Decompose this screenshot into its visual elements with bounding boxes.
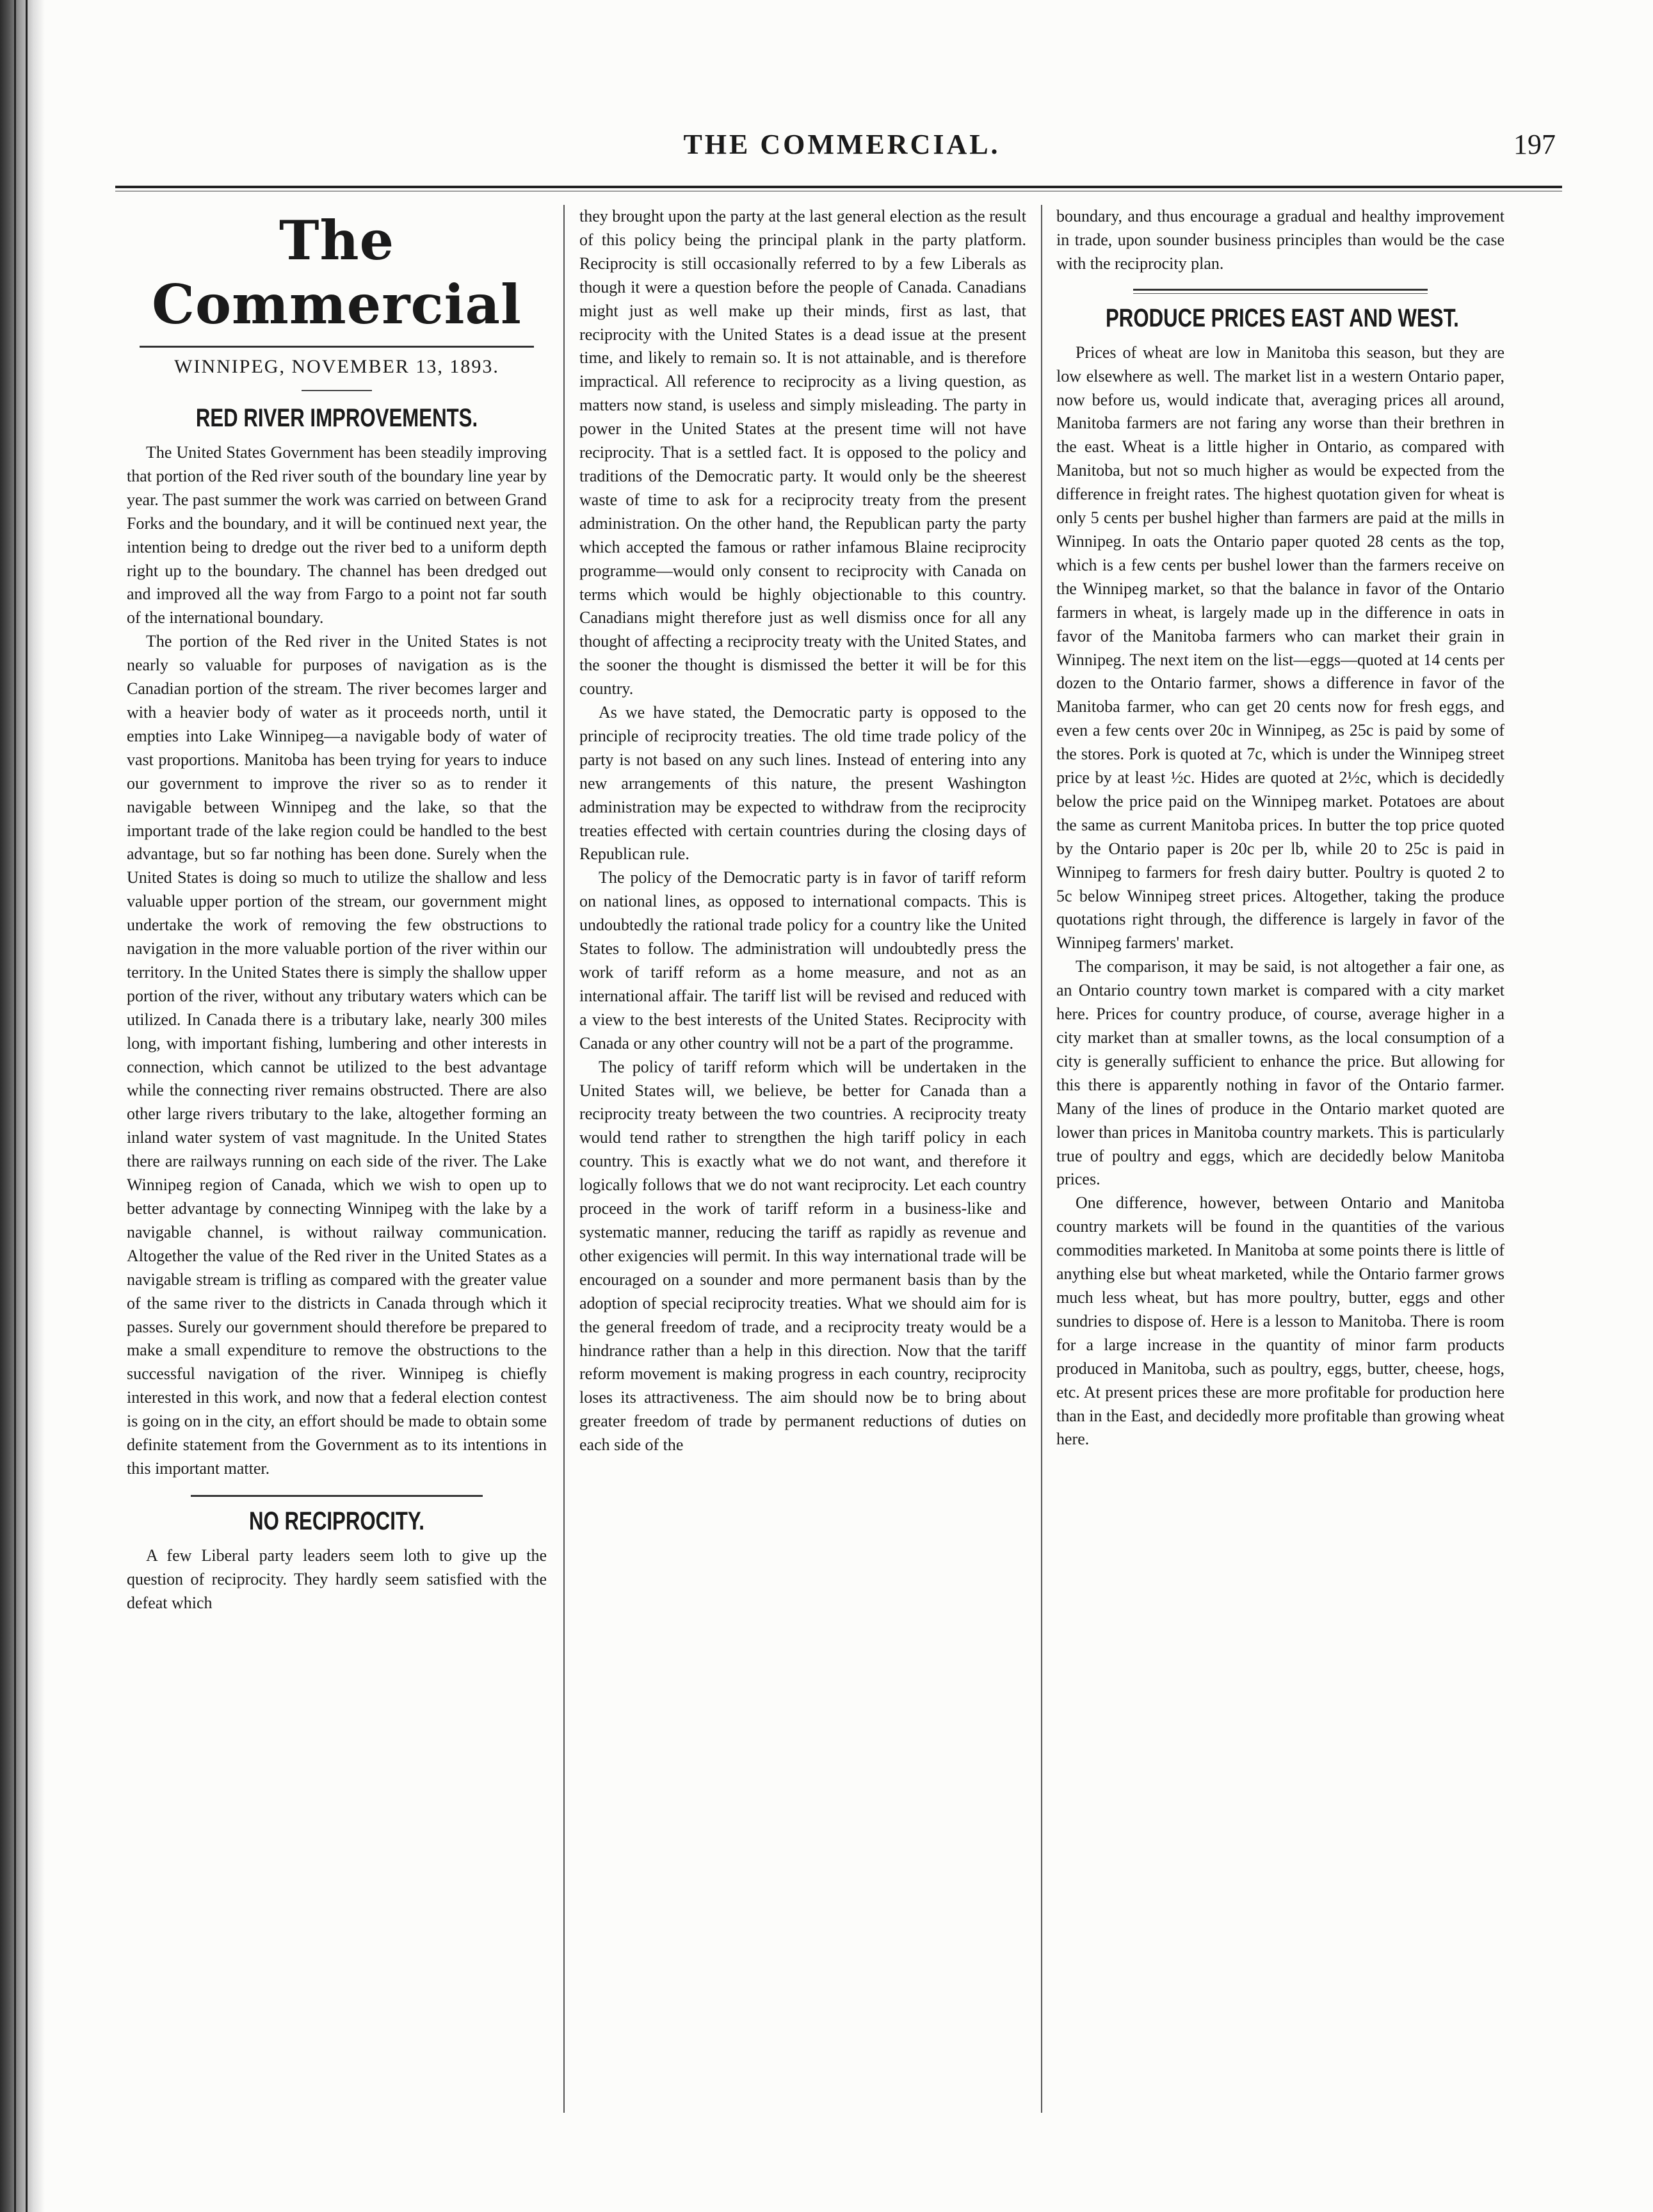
paragraph: The portion of the Red river in the United States is not nearly so valuable for purposes of navigation as is the Canadian portion of the stream. The river becomes larger and with a heavier body of water as it proceeds north, until it empties into Lake Winnipeg—a navigable body of water of vast proportions. Manitoba has been trying for years to induce our government to improve the river so as to render it navigable between Winnipeg and the lake, so that the important trade of the lake region could be handled to the best advantage, but so far nothing has been done. Surely when the United States is doing so much to utilize the shallow and less valuable upper portion of the stream, our government might undertake the work of removing the few obstructions to navigation in the more valuable portion of the river within our territory. In the United States there is simply the shallow upper portion of the river, without any tributary waters which can be utilized. In Canada there is a tributary lake, nearly 300 miles long, with important fishing, lumbering and other interests in connection, which cannot be utilized to the best advantage while the connecting river remains obstructed. There are also other large rivers tributary to the lake, altogether forming an inland water system of vast magnitude. In the United States there are railways running on each side of the river. The Lake Winnipeg region of Canada, which we wish to open up to better advantage by connecting Winnipeg with the lake by a navigable channel, is without railway communication. Altogether the value of the Red river in the United States as a navigable stream is trifling as compared with the greater value of the same river to the districts in Canada through which it passes. Surely our government should therefore be prepared to make a small expenditure to remove the obstructions to the successful navigation of the river. Winnipeg is chiefly interested in this work, and now that a federal election contest is going on in the city, an effort should be made to obtain some definite statement from the Government as to its intentions in this important matter. bbox=[127, 632, 547, 1478]
paragraph-continued: boundary, and thus encourage a gradual and healthy improvement in trade, upon sounder business principles than would be the case with the reciprocity plan. bbox=[1056, 207, 1504, 273]
paragraph: The policy of the Democratic party is in favor of tariff reform on national lines, as opposed to international compacts. This is undoubtedly the rational trade policy for a country like the United States to follow. The administration will undoubtedly press the work of tariff reform as a home measure, and not as an international affair. The tariff list will be revised and reduced with a view to the best interests of the United States. Reciprocity with Canada or any other country will not be a part of the programme. bbox=[579, 868, 1026, 1053]
binding-line bbox=[14, 0, 16, 2212]
column-divider bbox=[563, 205, 565, 2113]
header-rule bbox=[115, 186, 1562, 188]
masthead-rule bbox=[140, 346, 534, 348]
paragraph: One difference, however, between Ontario and Manitoba country markets will be found in the quantities of the various commodities marketed. In Manitoba at some points there is little of anything else but wheat marketed, while the Ontario farmer grows much less wheat, but has more poultry, butter, eggs and other sundries to dispose of. Here is a lesson to Manitoba. There is room for a large increase in the quantity of minor farm products produced in Manitoba, such as poultry, eggs, butter, cheese, hogs, etc. At present prices these are more profitable for production here than in the East, and decidedly more profitable than growing wheat here. bbox=[1056, 1193, 1504, 1449]
paragraph: The United States Government has been steadily improving that portion of the Red river south of the boundary line year by year. The past summer the work was carried on between Grand Forks and the boundary, and it will be continued next year, the intention being to dredge out the river bed to a uniform depth right up to the boundary. The channel has been dredged out and improved all the way from Fargo to a point not far south of the international boundary. bbox=[127, 443, 547, 627]
paragraph: The policy of tariff reform which will be undertaken in the United States will, we believe, be better for Canada than a reciprocity treaty between the two countries. A reciprocity treaty would tend rather to strengthen the high tariff policy in each country. This is exactly what we do not want, and therefore it logically follows that we do not want reciprocity. Let each country proceed in the work of tariff reform in a business-like and systematic manner, reducing the tariff as rapidly as revenue and other exigencies will permit. In this way international trade will be encouraged on a sounder and more permanent basis than by the adoption of special reciprocity treaties. What we should aim for is the general freedom of trade, and a reciprocity treaty would be a hindrance rather than a help in this direction. Now that the tariff reform movement is making progress in each country, reciprocity loses its attractiveness. The aim should now be to bring about greater freedom of trade by permanent reductions of duties on each side of the bbox=[579, 1057, 1026, 1455]
paragraph-continued: they brought upon the party at the last general election as the result of this policy being the principal plank in the party platform. Reciprocity is still occasionally referred to by a few Liberals as though it were a question before the people of Canada. Canadians might just as well make up their minds, first as last, that reciprocity with the United States is a dead issue at the present time, and likely to remain so. It is not attainable, and is therefore impractical. All reference to reciprocity as a living question, as matters now stand, is useless and simply misleading. The party in power in the United States at the present time will not have reciprocity. That is a settled fact. It is opposed to the policy and traditions of the Democratic party. It would only be the sheerest waste of time to ask for a reciprocity treaty from the present administration. On the other hand, the Republican party the party which accepted the famous or rather infamous Blaine reciprocity programme—would only consent to reciprocity with Canada on terms which would be highly objectionable to this country. Canadians might therefore just as well dismiss once for all any thought of affecting a reciprocity treaty with the United States, and the sooner the thought is dismissed the better it will be for this country. bbox=[579, 207, 1026, 698]
page-number: 197 bbox=[1513, 129, 1556, 160]
heading-produce: PRODUCE PRICES EAST AND WEST. bbox=[1106, 303, 1459, 332]
binding-edge bbox=[0, 0, 45, 2212]
section-rule bbox=[1133, 293, 1428, 294]
section-rule bbox=[1133, 289, 1428, 291]
column-divider bbox=[1041, 205, 1042, 2113]
column-3 bbox=[1056, 205, 1504, 1451]
paragraph: The comparison, it may be said, is not altogether a fair one, as an Ontario country town market is compared with a city market here. Prices for country produce, of course, average higher in a city market than at smaller towns, as the local consumption of a city is generally sufficient to enhance the price. But allowing for this there is apparently nothing in favor of the Ontario farmer. Many of the lines of produce in the Ontario market quoted are lower than prices in Manitoba country markets. This is particularly true of poultry and eggs, which are decidedly below Manitoba prices. bbox=[1056, 957, 1504, 1189]
dateline: WINNIPEG, NOVEMBER 13, 1893. bbox=[174, 356, 499, 377]
masthead-title: The Commercial bbox=[152, 209, 522, 336]
paragraph-start: A few Liberal party leaders seem loth to give up the question of reciprocity. They hardly seem satisfied with the defeat which bbox=[127, 1546, 547, 1612]
heading-reciprocity: NO RECIPROCITY. bbox=[249, 1506, 424, 1535]
paragraph bbox=[127, 1544, 547, 1615]
running-title: THE COMMERCIAL. bbox=[683, 129, 1001, 160]
dateline-dash bbox=[302, 390, 372, 391]
heading-rule bbox=[191, 1495, 483, 1506]
column-2 bbox=[579, 205, 1026, 1457]
column-1 bbox=[127, 205, 547, 1615]
heading-red-river: RED RIVER IMPROVEMENTS. bbox=[195, 404, 478, 432]
binding-line bbox=[26, 0, 28, 2212]
paragraph: Prices of wheat are low in Manitoba this season, but they are low elsewhere as well. The market list in a western Ontario paper, now before us, would indicate that, averaging prices all around, Manitoba farmers are not faring any worse than their brethren in the east. Wheat is a little higher in Ontario, as compared with Manitoba, but not so much higher as would be expected from the difference in freight rates. The highest quotation given for wheat is only 5 cents per bushel higher than farmers are paid at the mills in Winnipeg. In oats the Ontario paper quoted 28 cents as the top, which is a few cents per bushel lower than the farmers receive on the Winnipeg market, so that the balance in favor of the Ontario farmers in wheat, is largely made up in the difference in oats in favor of the Manitoba farmers who can market their grain in Winnipeg. The next item on the list—eggs—quoted at 14 cents per dozen to the Ontario farmer, shows a difference in favor of the Manitoba farmer, who can get 20 cents now for fresh eggs, and even a few cents over 20c in Winnipeg, as 25c is paid by some of the stores. Pork is quoted at 7c, which is under the Winnipeg street price by at least ½c. Hides are quoted at 2½c, which is decidedly below the price paid on the Winnipeg market. Potatoes are about the same as current Manitoba prices. In butter the top price quoted by the Ontario paper is 20c per lb, while 20 to 25c is paid in Winnipeg to farmers for fresh dairy butter. Poultry is quoted 2 to 5c below Winnipeg street prices. Altogether, taking the produce quotations right through, the difference is largely in favor of the Winnipeg farmers' market. bbox=[1056, 343, 1504, 953]
page-header bbox=[128, 128, 1556, 166]
paragraph: As we have stated, the Democratic party is opposed to the principle of reciprocity treaties. The old time trade policy of the party is not based on any such lines. Instead of entering into any new arrangements of this nature, the present Washington administration may be expected to withdraw from the reciprocity treaties effected with certain countries during the closing days of Republican rule. bbox=[579, 703, 1026, 864]
